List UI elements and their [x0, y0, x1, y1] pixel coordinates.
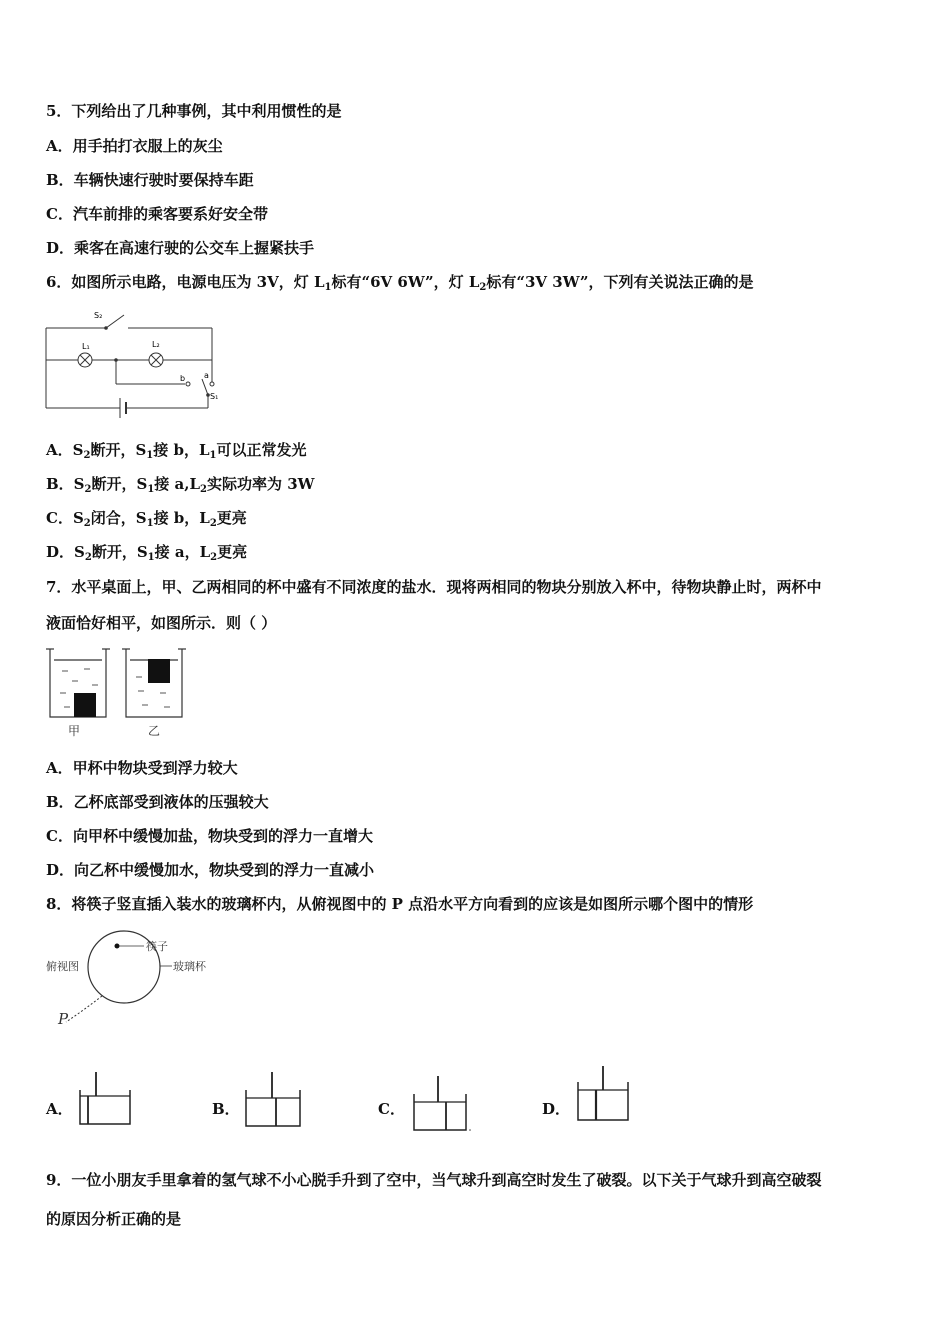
- q6-circuit-diagram: [40, 305, 230, 420]
- q7-stem-line2: 液面恰好相平，如图所示．则（ ）: [46, 614, 277, 632]
- q6-option-b: B．$S_2$断开，$S_1$接 $a,L_2$实际功率为 3W: [46, 475, 315, 495]
- cup-label-yi: 乙: [148, 724, 161, 738]
- cup-label-jia: 甲: [68, 724, 81, 738]
- topview-chopstick-label: 筷子: [146, 940, 168, 953]
- q6-stem: 6．如图所示电路，电源电压为 3V，灯 $L_1$标有“6V 6W”，灯 $L_2$标有“3V 3W”，下列有关说法正确的是: [46, 273, 754, 293]
- q5-option-c: C．汽车前排的乘客要系好安全带: [46, 205, 268, 223]
- q5-option-b: B．车辆快速行驶时要保持车距: [46, 171, 254, 189]
- q5-stem: 5．下列给出了几种事例，其中利用惯性的是: [46, 102, 342, 120]
- q7-option-d: D．向乙杯中缓慢加水，物块受到的浮力一直减小: [46, 861, 375, 879]
- q5-option-a: A．用手拍打衣服上的灰尘: [46, 137, 223, 155]
- q9-stem-line2: 的原因分析正确的是: [46, 1210, 182, 1228]
- q6-option-d: D．$S_2$断开，$S_1$接 a，$L_2$更亮: [46, 543, 248, 563]
- q8-option-c-glass: [412, 1074, 474, 1134]
- q7-stem-line1: 7．水平桌面上，甲、乙两相同的杯中盛有不同浓度的盐水．现将两相同的物块分别放入杯中，待物块静止时，两杯中: [46, 578, 822, 596]
- q8-option-b-glass: [244, 1070, 304, 1128]
- q8-option-a-glass: [78, 1070, 134, 1126]
- circuit-label-a: a: [204, 371, 209, 380]
- topview-title: 俯视图: [46, 960, 79, 973]
- circuit-label-l1: L₁: [82, 342, 90, 351]
- q8-option-a-label: A．: [46, 1100, 73, 1118]
- q8-option-d-glass: [576, 1066, 634, 1124]
- q8-topview-diagram: [44, 930, 214, 1030]
- circuit-label-s1: S₁: [210, 392, 219, 401]
- q9-stem-line1: 9．一位小朋友手里拿着的氢气球不小心脱手升到了空中，当气球升到高空时发生了破裂。以下关于气球升到高空破裂: [46, 1171, 822, 1189]
- q7-cups-diagram: [44, 645, 194, 740]
- q7-option-a: A．甲杯中物块受到浮力较大: [46, 759, 238, 777]
- q7-option-b: B．乙杯底部受到液体的压强较大: [46, 793, 269, 811]
- q6-option-a: A．$S_2$断开，$S_1$接 b，$L_1$可以正常发光: [46, 441, 307, 461]
- q7-option-c: C．向甲杯中缓慢加盐，物块受到的浮力一直增大: [46, 827, 373, 845]
- q5-option-d: D．乘客在高速行驶的公交车上握紧扶手: [46, 239, 315, 257]
- q8-option-b-label: B．: [212, 1100, 240, 1118]
- topview-glass-label: 玻璃杯: [173, 960, 206, 973]
- q8-option-c-label: C．: [378, 1100, 405, 1118]
- q8-stem: 8．将筷子竖直插入装水的玻璃杯内，从俯视图中的 P 点沿水平方向看到的应该是如图所示哪个图中的情形: [46, 895, 754, 913]
- q6-option-c: C．$S_2$闭合，$S_1$接 b，$L_2$更亮: [46, 509, 247, 529]
- circuit-label-l2: L₂: [152, 340, 160, 349]
- topview-point-p: P: [58, 1010, 69, 1028]
- circuit-label-b: b: [180, 374, 186, 383]
- circuit-label-s2: S₂: [94, 311, 103, 320]
- q8-option-d-label: D．: [542, 1100, 571, 1118]
